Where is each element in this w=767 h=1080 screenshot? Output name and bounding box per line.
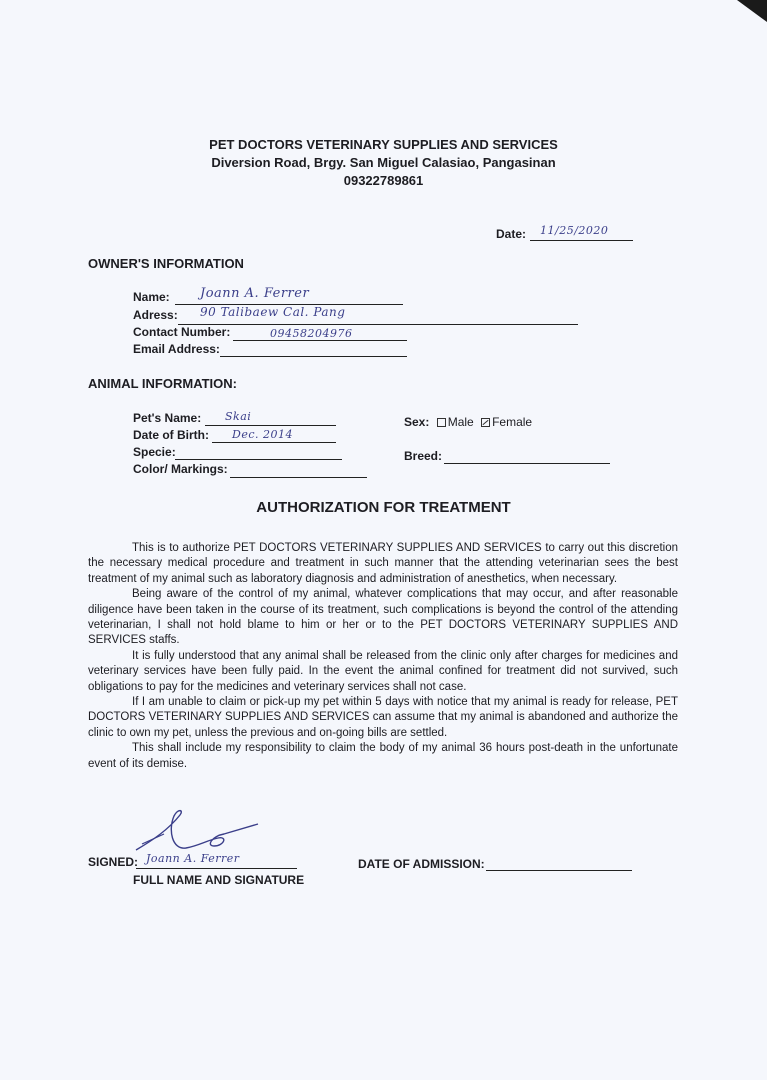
sex-male-label: Male — [447, 415, 474, 429]
signed-line — [136, 868, 297, 869]
date-value: 11/25/2020 — [540, 224, 609, 237]
authorization-paragraph: If I am unable to claim or pick-up my pet within 5 days with notice that my animal is ready for release, PET DOCTORS VETERINARY SUPPLIES AND SERVICES can assume that my animal is abandoned and authorize the clinic to own my pet, unless the previous and on-going bills are settled. — [88, 696, 678, 739]
date-line — [530, 240, 633, 241]
authorization-title: AUTHORIZATION FOR TREATMENT — [256, 499, 511, 516]
sex-female-checkbox[interactable] — [481, 418, 490, 427]
pet-name-value: Skai — [225, 410, 252, 423]
authorization-paragraph: This shall include my responsibility to claim the body of my animal 36 hours post-death in the unfortunate event of its demise. — [88, 742, 678, 770]
color-line — [230, 477, 367, 478]
color-label: Color/ Markings: — [133, 462, 228, 476]
owner-name-value: Joann A. Ferrer — [200, 286, 310, 301]
authorization-paragraph: This is to authorize PET DOCTORS VETERINARY SUPPLIES AND SERVICES to carry out this discretion the necessary medical procedure and treatment in such manner that the attending veterinarian sees the best treatment of my animal such as laboratory diagnosis and administration of anesthetics, when necessary. — [88, 542, 678, 585]
pet-name-label: Pet's Name: — [133, 411, 202, 425]
sex-male-checkbox[interactable] — [437, 418, 446, 427]
authorization-paragraph: Being aware of the control of my animal, whatever complications that may occur, and after reasonable diligence have been taken in the course of its treatment, such complications is beyond the control of the attending veterinarian, I shall not hold blame to him or her or to the PET DOCTORS VETERINARY SUPPLIES AND SERVICES staffs. — [88, 588, 678, 647]
animal-section-title: ANIMAL INFORMATION: — [88, 376, 237, 391]
dob-label: Date of Birth: — [133, 428, 209, 442]
specie-label: Specie: — [133, 445, 176, 459]
dob-line — [212, 442, 336, 443]
date-label: Date: — [496, 227, 527, 241]
owner-email-line — [220, 356, 407, 357]
owner-email-label: Email Address: — [133, 342, 220, 356]
dob-value: Dec. 2014 — [232, 428, 293, 441]
owner-address-label: Adress: — [133, 308, 178, 322]
owner-address-line — [178, 324, 578, 325]
owner-section-title: OWNER'S INFORMATION — [88, 256, 244, 271]
pet-name-line — [205, 425, 336, 426]
signed-label: SIGNED: — [88, 855, 139, 869]
admission-label: DATE OF ADMISSION: — [358, 857, 485, 871]
clinic-name: PET DOCTORS VETERINARY SUPPLIES AND SERVICES — [209, 137, 558, 152]
sex-field — [404, 415, 532, 429]
owner-address-value: 90 Talibaew Cal. Pang — [200, 305, 346, 319]
owner-name-label: Name: — [133, 290, 170, 304]
authorization-body — [88, 541, 678, 772]
breed-line — [444, 463, 610, 464]
admission-line — [486, 870, 632, 871]
signed-name-value: Joann A. Ferrer — [146, 852, 240, 865]
scan-corner — [737, 0, 767, 22]
signature-caption: FULL NAME AND SIGNATURE — [133, 873, 305, 887]
owner-contact-value: 09458204976 — [270, 327, 353, 340]
sex-label: Sex: — [404, 415, 430, 429]
breed-label: Breed: — [404, 449, 443, 463]
sex-female-label: Female — [492, 415, 533, 429]
specie-line — [175, 459, 342, 460]
authorization-paragraph: It is fully understood that any animal shall be released from the clinic only after charges for medicines and veterinary services have been fully paid. In the event the animal confined for treatment did not survived, such obligations to pay for the medicines and veterinary services shall not case. — [88, 649, 678, 693]
clinic-address: Diversion Road, Brgy. San Miguel Calasiao, Pangasinan — [211, 155, 556, 170]
owner-contact-line — [233, 340, 407, 341]
owner-contact-label: Contact Number: — [133, 325, 231, 339]
clinic-phone: 09322789861 — [343, 173, 424, 188]
